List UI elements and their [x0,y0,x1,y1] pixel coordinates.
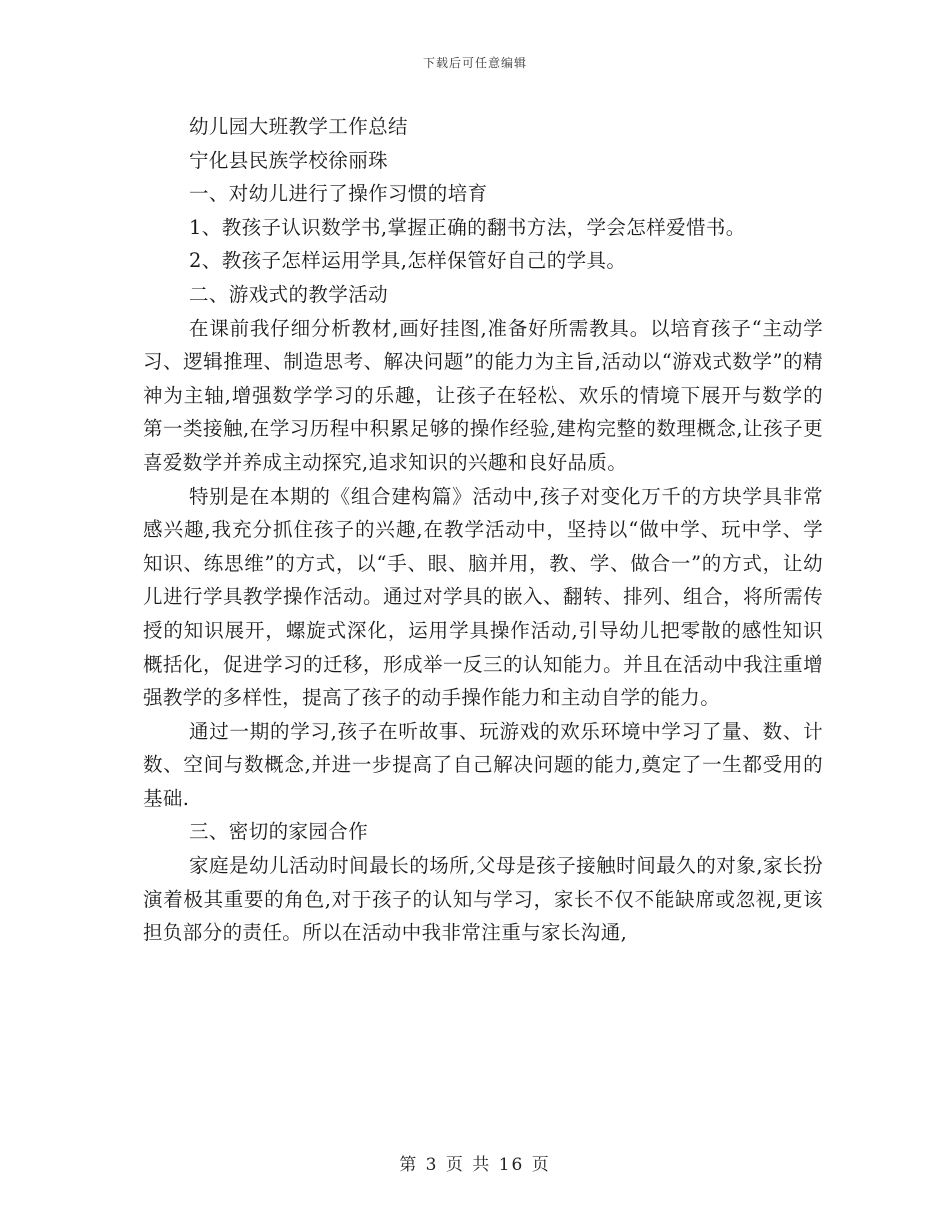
section-3-paragraph-1: 家庭是幼儿活动时间最长的场所,父母是孩子接触时间最久的对象,家长扮演着极其重要的角色,对于孩子的认知与学习，家长不仅不能缺席或忽视,更该担负部分的责任。所以在活动中我非常注重与家长沟通, [143,854,823,945]
document-title: 幼儿园大班教学工作总结 [189,115,408,138]
section-2-paragraph-2: 特别是在本期的《组合建构篇》活动中,孩子对变化万千的方块学具非常感兴趣,我充分抓住孩子的兴趣,在教学活动中，坚持以“做中学、玩中学、学知识、练思维”的方式，以“手、眼、脑并用，教、学、做合一”的方式，让幼儿进行学具教学操作活动。通过对学具的嵌入、翻转、排列、组合，将所需传授的知识展开，螺旋式深化，运用学具操作活动,引导幼儿把零散的感性知识概括化，促进学习的迁移，形成举一反三的认知能力。并且在活动中我注重增强教学的多样性，提高了孩子的动手操作能力和主动自学的能力。 [143,484,823,710]
section-1-heading: 一、对幼儿进行了操作习惯的培育 [189,182,488,206]
page-number: 第 3 页 共 16 页 [399,1155,551,1175]
section-2-paragraph-3: 通过一期的学习,孩子在听故事、玩游戏的欢乐环境中学习了量、数、计数、空间与数概念,并进一步提高了自己解决问题的能力,奠定了一生都受用的基础. [143,719,823,810]
section-1-item-1: 1、教孩子认识数学书,掌握正确的翻书方法，学会怎样爱惜书。 [189,215,746,239]
document-author: 宁化县民族学校徐丽珠 [189,148,389,172]
section-1-item-2: 2、教孩子怎样运用学具,怎样保管好自己的学具。 [189,249,627,273]
header-note: 下载后可任意编辑 [422,56,527,70]
section-2-heading: 二、游戏式的教学活动 [189,282,389,306]
section-2-paragraph-1: 在课前我仔细分析教材,画好挂图,准备好所需教具。以培育孩子“主动学习、逻辑推理、制造思考、解决问题”的能力为主旨,活动以“游戏式数学”的精神为主轴,增强数学学习的乐趣，让孩子在轻松、欢乐的情境下展开与数学的第一类接触,在学习历程中积累足够的操作经验,建构完整的数理概念,让孩子更喜爱数学并养成主动探究,追求知识的兴趣和良好品质。 [143,316,823,474]
document-body [143,110,823,950]
section-3-heading: 三、密切的家园合作 [189,820,369,844]
